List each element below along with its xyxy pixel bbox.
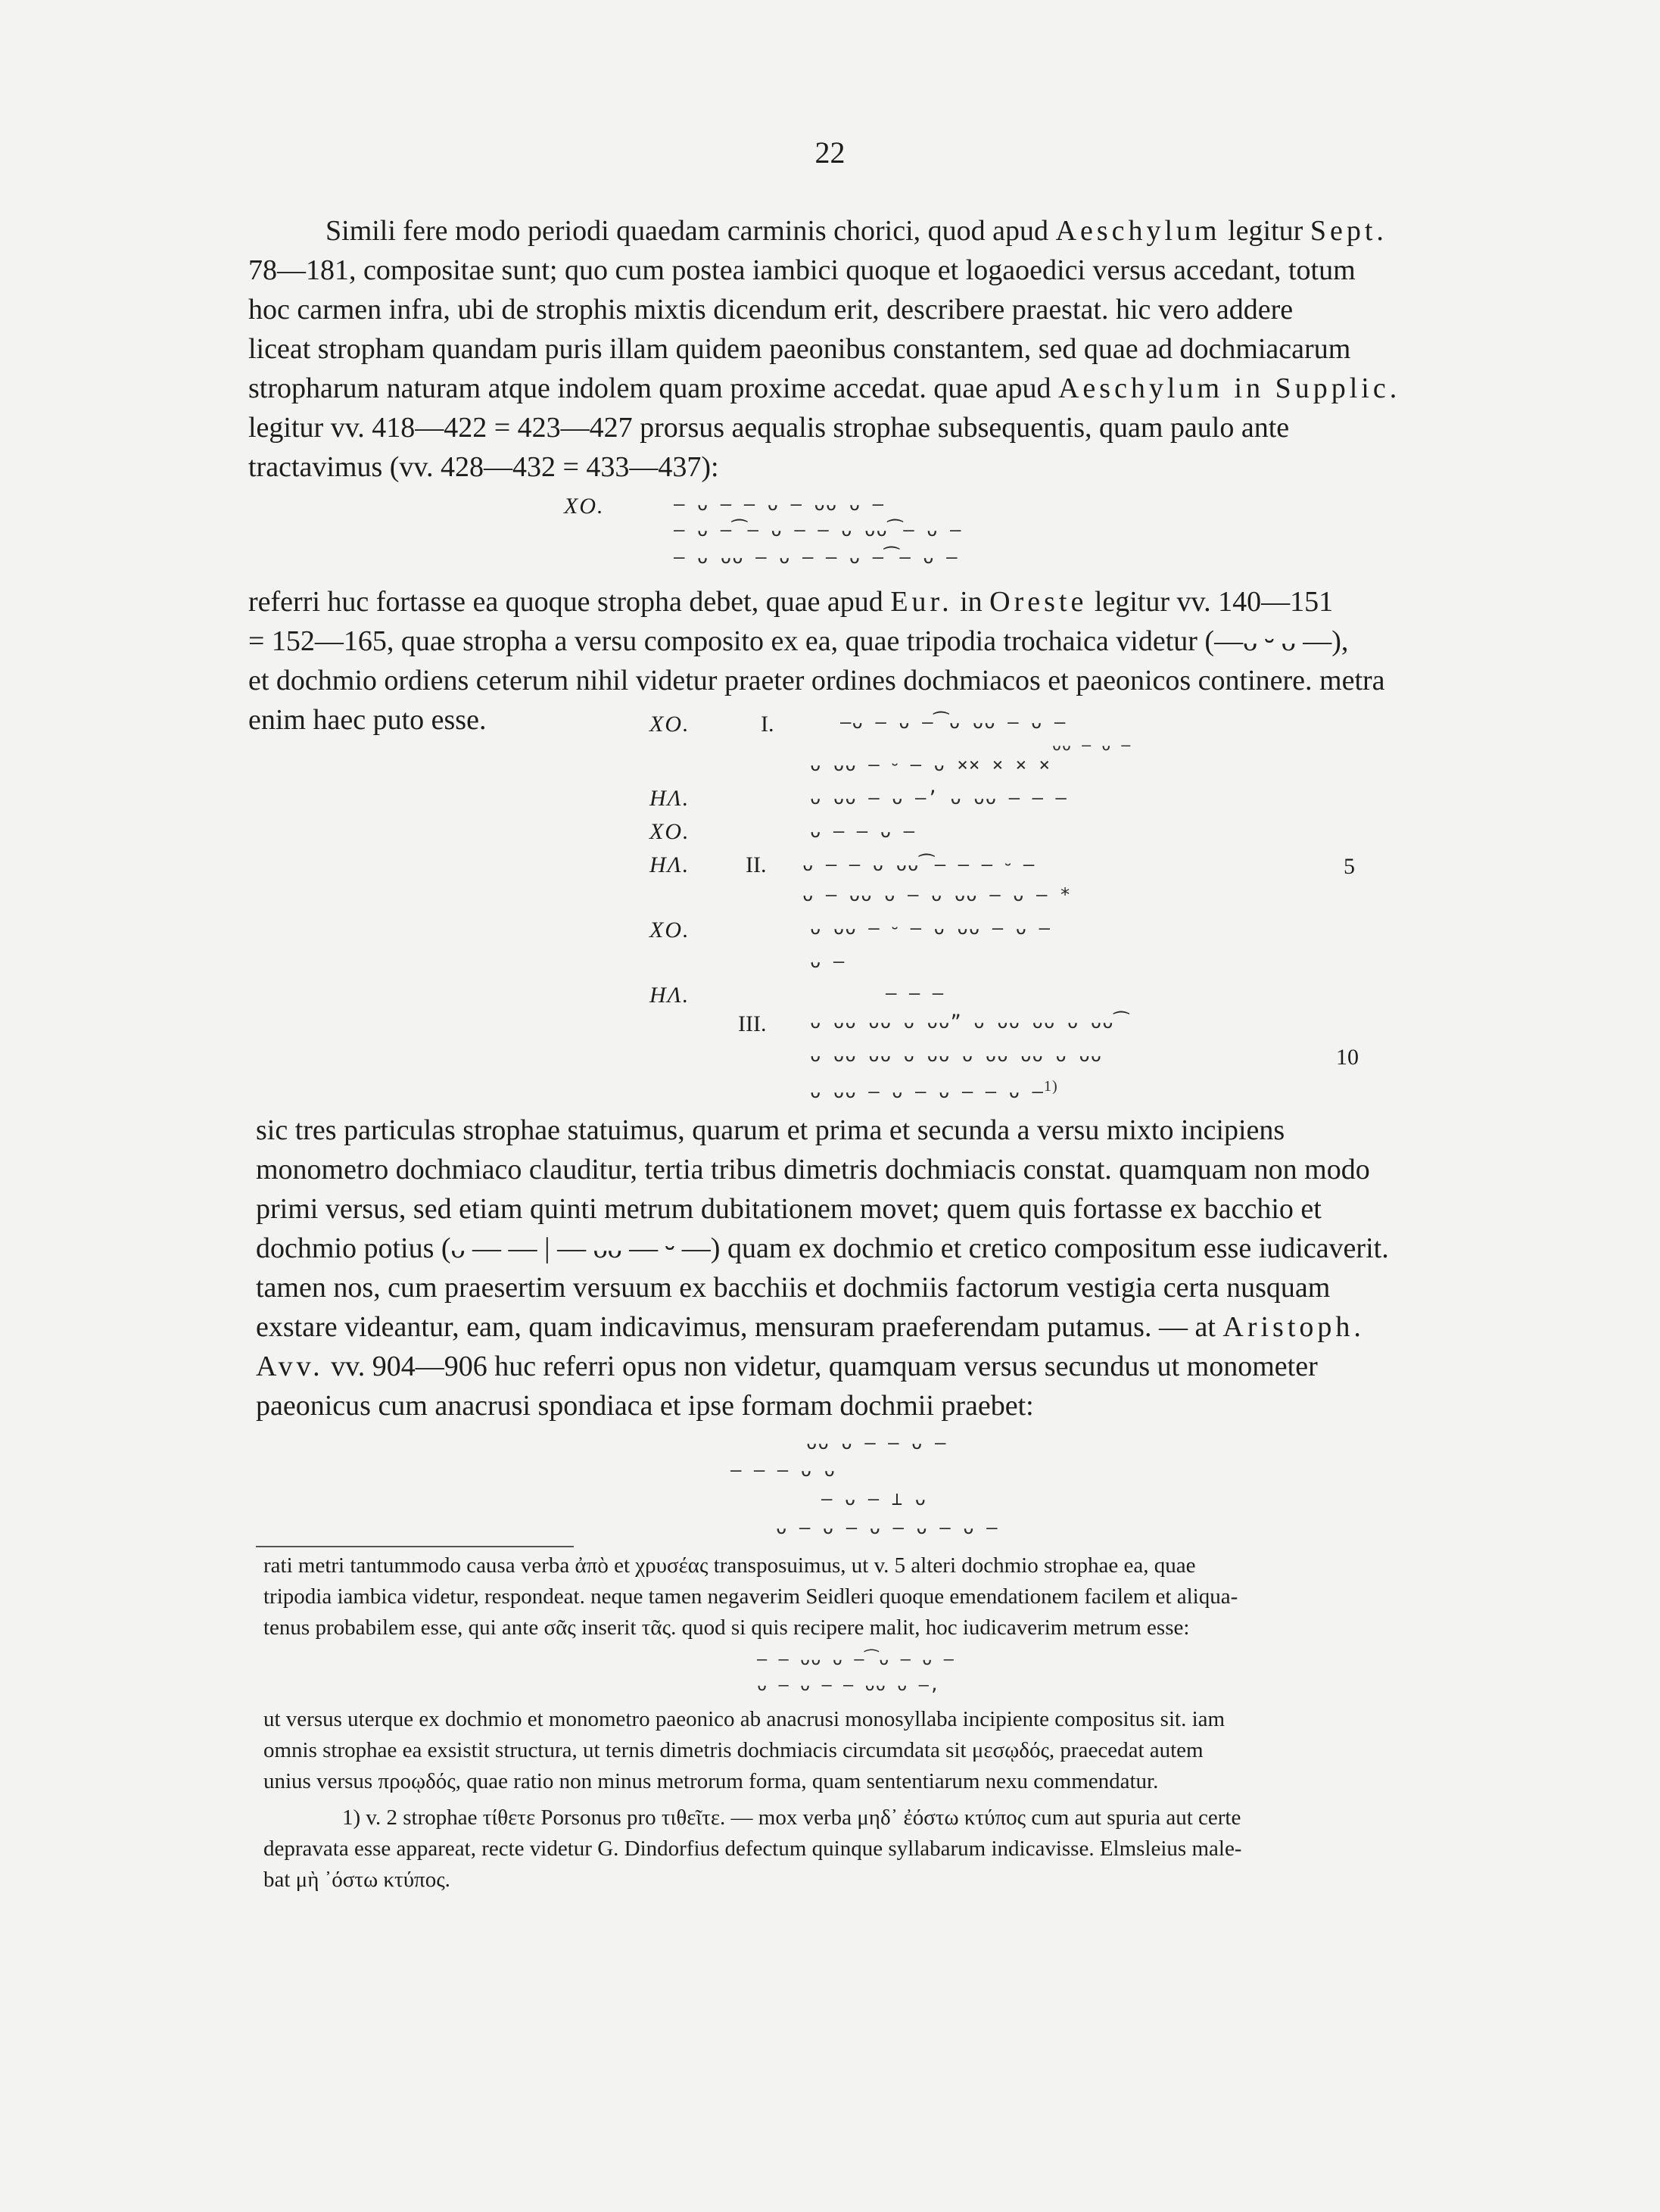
speaker-label: ΧΟ. (564, 494, 605, 519)
footnote-line: tenus probabilem esse, qui ante σᾶς inserit τᾶς. quod si quis recipere malit, hoc iudicaverim metrum esse: (263, 1615, 1190, 1640)
metre-line: ᴗᴗ — ᴗ — (1052, 736, 1132, 754)
body-line: hoc carmen infra, ubi de strophis mixtis dicendum erit, describere praestat. hic vero addere (248, 294, 1294, 326)
body-line: = 152—165, quae stropha a versu composito ex ea, quae tripodia trochaica videtur (—ᴗ ⏑ ᴗ —), (248, 625, 1349, 657)
metre-line: ᴗ ᴗᴗ — ⏑ — ᴗ ×× × × × (810, 754, 1051, 775)
section-numeral: I. (761, 712, 774, 737)
metre-line: ᴗ — ᴗ — — ᴗᴗ ᴗ —, (757, 1676, 941, 1695)
footnote-line: unius versus προῳδός, quae ratio non minus metrorum forma, quam sententiarum nexu commendatur. (263, 1769, 1159, 1793)
metre-line: ᴗ — — ᴗ — (810, 821, 916, 842)
section-numeral: II. (746, 852, 767, 877)
footnote-line: bat μὴ ᾽όστω κτύπος. (263, 1868, 450, 1892)
metre-line: — ᴗ — — ᴗ — ᴗᴗ ᴗ — (674, 494, 885, 515)
speaker-label: ΗΛ. (649, 852, 690, 877)
metre-line: — — ᴗᴗ ᴗ —⁀ᴗ — ᴗ — (757, 1650, 955, 1669)
body-line: liceat stropham quandam puris illam quidem paeonibus constantem, sed quae ad dochmiacarum (248, 333, 1351, 365)
metre-line: ᴗ ᴗᴗ ᴗᴗ ᴗ ᴗᴗ” ᴗ ᴗᴗ ᴗᴗ ᴗ ᴗᴗ⁀ (810, 1011, 1129, 1033)
speaker-label: ΧΟ. (649, 712, 690, 737)
body-line: legitur vv. 418—422 = 423—427 prorsus aequalis strophae subsequentis, quam paulo ante (248, 412, 1290, 444)
footnote-line: depravata esse appareat, recte videtur G. Dindorfius defectum quinque syllabarum indicavisse. Elmsleius male- (263, 1837, 1242, 1861)
body-line: paeonicus cum anacrusi spondiaca et ipse formam dochmii praebet: (256, 1390, 1034, 1422)
body-line: tamen nos, cum praesertim versuum ex bacchiis et dochmiis factorum vestigia certa nusquam (256, 1272, 1331, 1304)
speaker-label: ΗΛ. (649, 786, 690, 811)
metre-line: — ᴗ —⁀— ᴗ — — ᴗ ᴗᴗ⁀— ᴗ — (674, 519, 962, 541)
metre-line: — — — ᴗ ᴗ (730, 1460, 836, 1481)
body-line: sic tres particulas strophae statuimus, quarum et prima et secunda a versu mixto incipiens (256, 1114, 1285, 1146)
footnote-line: omnis strophae ea exsistit structura, ut ternis dimetris dochmiacis circumdata sit μεσῳδός, praecedat autem (263, 1738, 1204, 1762)
body-line: primi versus, sed etiam quinti metrum dubitationem movet; quem quis fortasse ex bacchio et (256, 1193, 1322, 1225)
body-line: et dochmio ordiens ceterum nihil videtur praeter ordines dochmiacos et paeonicos continere. metra (248, 665, 1385, 696)
section-numeral: III. (738, 1011, 767, 1036)
footnote-rule (256, 1546, 574, 1547)
body-line: tractavimus (vv. 428—432 = 433—437): (248, 451, 719, 483)
speaker-label: ΗΛ. (649, 983, 690, 1008)
footnote-marker: 1) (1043, 1078, 1058, 1095)
body-line: dochmio potius (ᴗ — — | — ᴗᴗ — ⏑ —) quam ex dochmio et cretico compositum esse iudicaverit. (256, 1232, 1389, 1264)
footnote-line: ut versus uterque ex dochmio et monometro paeonico ab anacrusi monosyllaba incipiente compositus sit. iam (263, 1707, 1226, 1731)
metre-line: ᴗ — ᴗᴗ ᴗ — ᴗ ᴗᴗ — ᴗ — * (802, 884, 1072, 905)
body-line: referri huc fortasse ea quoque stropha debet, quae apud Eur. in Oreste legitur vv. 140—151 (248, 586, 1334, 618)
footnote-line: tripodia iambica videtur, respondeat. neque tamen negaverim Seidleri quoque emendationem facilem et aliqua- (263, 1584, 1238, 1609)
metre-line: ᴗ ᴗᴗ — ᴗ — ᴗ — — ᴗ —$^{1)}$ (810, 1078, 1058, 1102)
metre-line: ᴗ ᴗᴗ ᴗᴗ ᴗ ᴗᴗ ᴗ ᴗᴗ ᴗᴗ ᴗ ᴗᴗ (810, 1045, 1103, 1066)
metre-line: — ᴗ — ⊥ ᴗ (821, 1488, 927, 1509)
body-line: enim haec puto esse. (248, 704, 487, 736)
metre-line: ᴗ — ᴗ — ᴗ — ᴗ — ᴗ — (776, 1517, 998, 1538)
footnote-line: 1) v. 2 strophae τίθετε Porsonus pro τιθεῖτε. — mox verba μηδ᾽ ἐόστω κτύπος cum aut spuria aut certe (342, 1805, 1241, 1830)
metre-line: ᴗ — (810, 951, 846, 972)
metre-line: ᴗ ᴗᴗ — ᴗ —’ ᴗ ᴗᴗ — — — (810, 787, 1067, 808)
line-number: 10 (1336, 1045, 1359, 1070)
speaker-label: ΧΟ. (649, 819, 690, 844)
footnote-line: rati metri tantummodo causa verba ἀπὸ et χρυσέας transposuimus, ut v. 5 alteri dochmio strophae ea, quae (263, 1553, 1196, 1578)
metre-line: ᴗ ᴗᴗ — ⏑ — ᴗ ᴗᴗ — ᴗ — (810, 918, 1051, 939)
body-line: Simili fere modo periodi quaedam carminis chorici, quod apud Aeschylum legitur Sept. (325, 215, 1387, 247)
metre-line: ᴗᴗ ᴗ — — ᴗ — (806, 1432, 947, 1453)
metre-line: ᴗ — — ᴗ ᴗᴗ⁀— — — ⏑ — (802, 854, 1036, 875)
body-line: 78—181, compositae sunt; quo cum postea iambici quoque et logaoedici versus accedant, totum (248, 254, 1356, 286)
metre-line: —ᴗ — ᴗ —⁀ᴗ ᴗᴗ — ᴗ — (840, 712, 1067, 733)
metre-line: — — — (886, 983, 945, 1004)
line-number: 5 (1344, 854, 1355, 879)
body-line: stropharum naturam atque indolem quam proxime accedat. quae apud Aeschylum in Supplic. (248, 372, 1401, 404)
body-line: monometro dochmiaco clauditur, tertia tribus dimetris dochmiacis constat. quamquam non modo (256, 1154, 1370, 1185)
page-number: 22 (814, 136, 846, 170)
metre-line: — ᴗ ᴗᴗ — ᴗ — — ᴗ —⁀— ᴗ — (674, 547, 958, 568)
body-line: Avv. vv. 904—906 huc referri opus non videtur, quamquam versus secundus ut monometer (256, 1351, 1318, 1382)
speaker-label: ΧΟ. (649, 918, 690, 942)
body-line: exstare videantur, eam, quam indicavimus, mensuram praeferendam putamus. — at Aristoph. (256, 1311, 1365, 1343)
